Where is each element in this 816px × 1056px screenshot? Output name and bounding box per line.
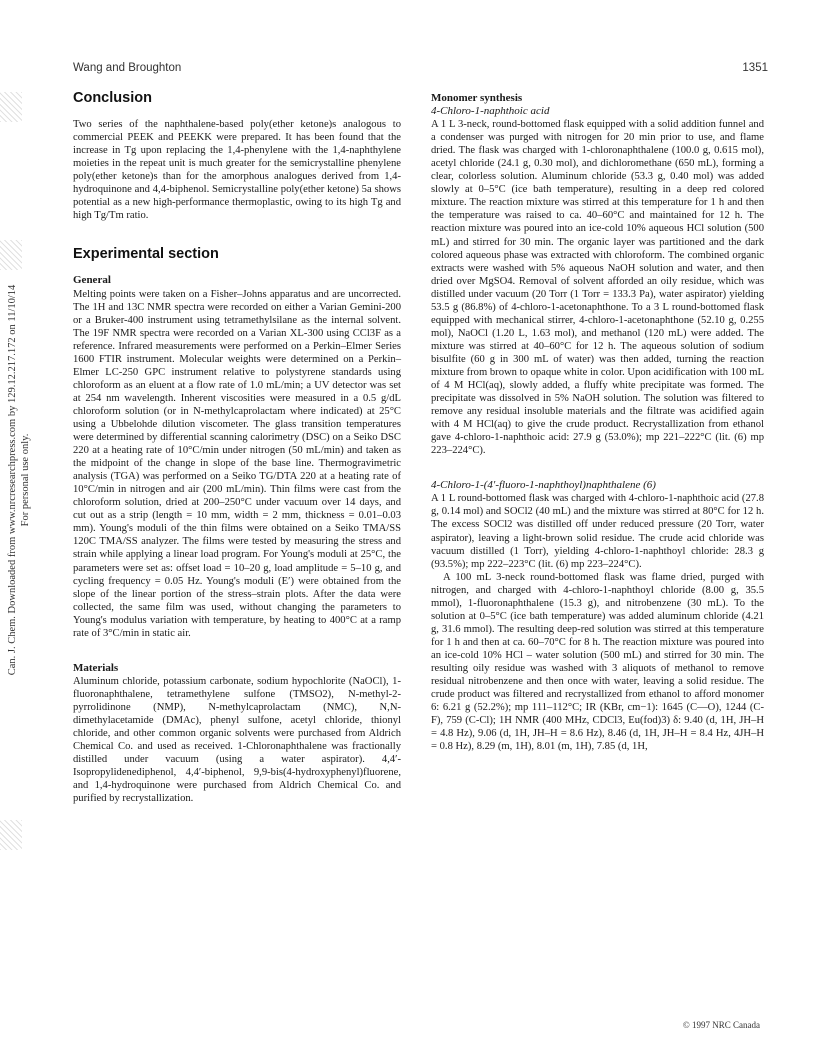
watermark-line-1: Can. J. Chem. Downloaded from www.nrcresearchpress.com by 129.12.217.172 on 11/10/14: [7, 284, 18, 676]
download-watermark-text: [6, 285, 32, 676]
general-paragraph: Melting points were taken on a Fisher–Johns apparatus and are uncorrected. The 1H and 13C NMR spectra were recorded on either a Varian Gemini-200 or a Bruker-400 instrument using tetramethylsilane as the internal solvent. The 19F NMR spectra were recorded on a Varian XL-300 using CCl3F as a reference. Infrared measurements were performed on a Perkin–Elmer Series 1600 FTIR instrument. Molecular weights were determined on a Perkin–Elmer LC-250 GPC instrument relative to polystyrene standards using chloroform as an eluent at a flow rate of 1.0 mL/min; a UV detector was set at 254 nm wavelength. Inherent viscosities were measured in a 0.5 g/dL chloroform solution (or in N-methylcaprolactam where indicated) at 25°C using a Ubbelohde dilution viscometer. The glass transition temperatures were determined by differential scanning calorimetry (DSC) on a Seiko DSC 220 at a heating rate of 10°C/min under nitrogen (50 mL/min) and taken as the midpoint of the change in slope of the base line. Thermogravimetric analysis (TGA) was performed on a Seiko TG/DTA 220 at a heating rate of 10°C/min in nitrogen and air (200 mL/min). Thin films were cast from the chloroform solution, dried at 200–250°C under vacuum over 14 days, and cut out as a strip (length = 10 mm, width = 2 mm, thickness = 0.01–0.03 mm). Young's moduli of the thin films were obtained on a Seiko TMA/SS 120C TMA/SS analyzer. The films were tested by measuring the stress and strain while applying a linear load program. For Young's moduli at 25°C, the parameters were set as: offset load = 10–20 g, load amplitude = 5–10 g, and cycling frequency = 0.05 Hz. Young's moduli (E′) were obtained from the slope of the linear portion of the stress–strain plots. After the data were collected, the same film was used, without changing the parameters to Young's modulus variation with temperature, by heating to 400°C at a ramp rate of 3°C/min in static air.: [73, 288, 401, 639]
scan-speck: [0, 820, 22, 850]
monomer-synthesis-heading: Monomer synthesis: [431, 92, 523, 104]
materials-heading: Materials: [73, 661, 119, 674]
conclusion-paragraph: Two series of the naphthalene-based poly(ether ketone)s analogous to commercial PEEK and PEEKK were prepared. It has been found that the increase in Tg upon replacing the 1,4-phenylene with the 1,4-naphthylene moieties in the repeat unit is much greater for the semicrystalline phenylene poly(ether ketone)s than for the amorphous analogues derived from 1,4-hydroquinone and 4,4-biphenol. Semicrystalline poly(ether ketone) 5a shows potential as a new high-performance thermoplastic, owing to its high Tg and high Tg/Tm ratio.: [73, 119, 401, 222]
compound2-paragraph-2: A 100 mL 3-neck round-bottomed flask was flame dried, purged with nitrogen, and charged with 4-chloro-1-naphthoyl chloride (8.00 g, 35.5 mmol), 1-fluoronaphthalene (15.3 g), and nitrobenzene (30 mL). To the solution at 0–5°C (ice bath temperature) was added aluminum chloride (4.21 g, 31.6 mmol). The resulting deep-red solution was stirred at this temperature for 1 h and then at ca. 60–70°C for 8 h. The reaction mixture was poured into an ice-cold 10% HCl – water solution (500 mL) and stirred for 30 min. The resulting oily residue was washed with 3 aliquots of methanol to remove residual nitrobenzene and then once with water, leaving a solid residue. The crude product was filtered and recrystallized from ethanol to afford monomer 6: 6.21 g (52.2%); mp 111–112°C; IR (KBr, cm−1): 1645 (C—O), 1244 (C-F), 759 (C-Cl); 1H NMR (400 MHz, CDCl3, Eu(fod)3) δ: 9.40 (d, 1H, JH–H = 4.8 Hz), 9.06 (d, 1H, JH–H = 8.6 Hz), 8.46 (d, 1H, JH–H = 8.4 Hz, 4JH–H = 0.8 Hz), 8.29 (m, 1H), 8.01 (m, 1H), 7.85 (d, 1H,: [431, 571, 764, 753]
compound2-paragraph-1: A 1 L round-bottomed flask was charged with 4-chloro-1-naphthoic acid (27.8 g, 0.14 mol) and SOCl2 (40 mL) and the mixture was stirred at 80°C for 12 h. The excess SOCl2 was distilled off under reduced pressure (20 Torr, water aspirator), leaving a light-brown solid residue. The crude acid chloride was vacuum distilled (1 Torr), yielding 4-chloro-1-naphthoyl chloride: 28.3 g (93.5%); mp 222–223°C (lit. (6) mp 223–224°C).: [431, 493, 764, 570]
materials-paragraph: Aluminum chloride, potassium carbonate, sodium hypochlorite (NaOCl), 1-fluoronaphthalene, tetramethylene sulfone (TMSO2), N-methyl-2-pyrrolidinone (NMP), N-methylcaprolactam (NMC), N,N-dimethylacetamide (DMAc), phenyl sulfone, acetyl chloride, thionyl chloride, and other common organic solvents were purchased from Aldrich Chemical Co. and used as received. 1-Chloronaphthalene was fractionally distilled under vacuum (using a water aspirator). 4,4′-Isopropylidenediphenol, 4,4′-biphenol, 9,9-bis(4-hydroxyphenyl)fluorene, and 1,4-hydroquinone were purchased from Aldrich Chemical Co. and purified by recrystallization.: [73, 675, 401, 805]
running-head-authors: Wang and Broughton: [73, 62, 182, 74]
experimental-heading: Experimental section: [73, 246, 219, 263]
general-heading: General: [73, 274, 111, 287]
scan-speck: [0, 240, 22, 270]
right-column: [431, 92, 764, 753]
compound1-heading: 4-Chloro-1-naphthoic acid: [431, 105, 550, 118]
watermark-line-2: For personal use only.: [20, 433, 31, 527]
scan-speck: [0, 92, 22, 122]
copyright-notice: © 1997 NRC Canada: [682, 1020, 760, 1030]
compound1-paragraph: A 1 L 3-neck, round-bottomed flask equipped with a solid addition funnel and a condenser was purged with nitrogen for 20 min prior to use, and flame dried. The flask was charged with 1-chloronaphthalene (100.0 g, 0.615 mol), acetyl chloride (24.1 g, 0.30 mol), and dichloromethane (650 mL), forming a clear, colorless solution. Aluminum chloride (53.3 g, 0.40 mol) was added slowly at 0–5°C (ice bath temperature), resulting in a deep red colored mixture. The reaction mixture was stirred at this temperature for 1 h and then the temperature was raised to ca. 40–60°C and maintained for 12 h. The reaction mixture was poured into an ice-cold 10% aqueous HCl solution (500 mL) and stirred for 30 min. The organic layer was partitioned and the dark colored aqueous phase was extracted with chloroform. The combined organic extracts were washed with 5% aqueous NaOH solution and water, and then dried over MgSO4. Removal of solvent afforded an oily residue, which was distilled under vacuum (20 Torr (1 Torr = 133.3 Pa), water aspirator) yielding 53.5 g (86.8%) of 4-chloro-1-acetonaphthone. To a 3 L round-bottomed flask equipped with mechanical stirrer, 4-chloro-1-acetonaphthone (52.10 g, 0.255 mol), NaOCl (1.20 L, 1.63 mol), and methanol (120 mL) were added. The mixture was stirred at 40–60°C for 12 h. The aqueous solution of sodium bisulfite (60 g in 300 mL of water) was then added, turning the reaction mixture from brown to opaque white in color. Upon acidification with 100 mL of 4 M HCl(aq), slowly added, a fluffy white precipitate was formed. The precipitate was dissolved in 5% NaOH solution. The solution was filtered to remove any residual insoluble materials and the filtrate was acidified again with 4 M HCl(aq) to give the crude product. Recrystallization from ethanol gave 4-chloro-1-naphthoic acid: 27.9 g (53.0%); mp 221–222°C (lit. (6) mp 223–224°C).: [431, 119, 764, 457]
left-column: [73, 92, 401, 805]
compound2-heading: 4-Chloro-1-(4′-fluoro-1-naphthoyl)naphthalene (6): [431, 479, 656, 492]
page-number: 1351: [742, 62, 768, 74]
conclusion-heading: Conclusion: [73, 90, 152, 106]
